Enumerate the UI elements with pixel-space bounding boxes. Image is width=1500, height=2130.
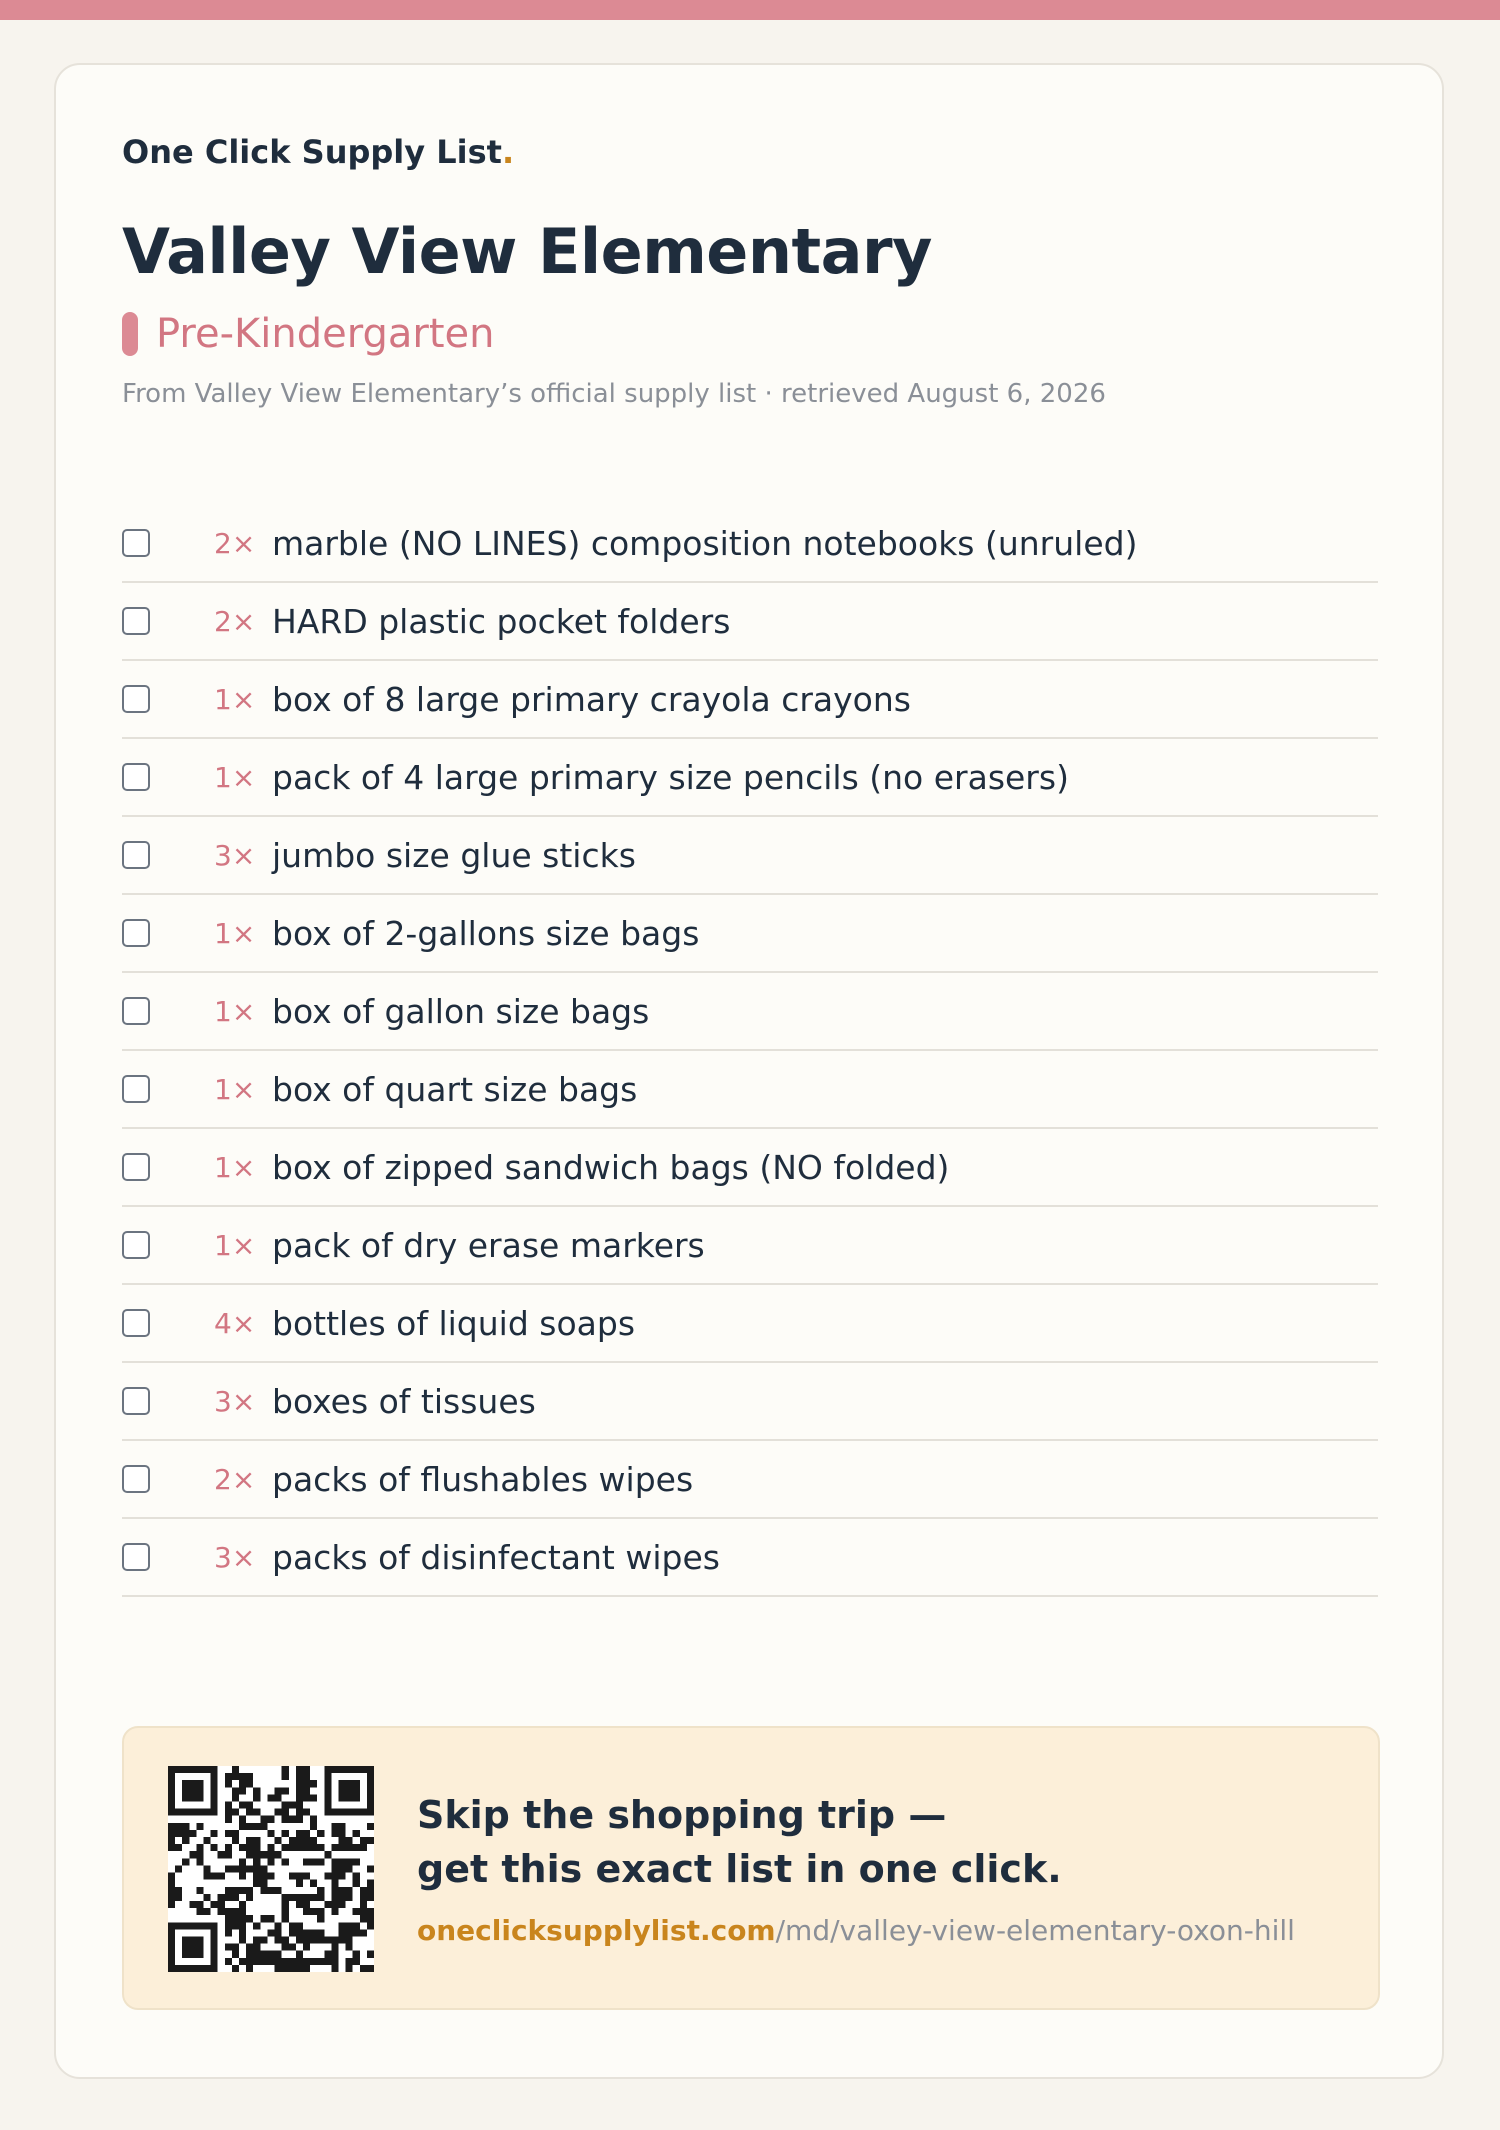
promo-box: [122, 1726, 1380, 2010]
item-quantity: 1×: [214, 1228, 256, 1262]
item-quantity: 1×: [214, 760, 256, 794]
supply-item: [122, 895, 1378, 973]
brand-dot: .: [501, 133, 515, 171]
grade-accent-bar: [122, 312, 138, 356]
item-quantity: 1×: [214, 916, 256, 950]
brand-name: One Click Supply List: [122, 133, 502, 171]
promo-link[interactable]: [417, 1914, 1357, 1947]
supply-item: [122, 1129, 1378, 1207]
brand-logo[interactable]: [122, 133, 514, 171]
item-quantity: 1×: [214, 1150, 256, 1184]
item-quantity: 3×: [214, 838, 256, 872]
item-checkbox[interactable]: [122, 1075, 150, 1103]
supply-item: [122, 1441, 1378, 1519]
item-label: bottles of liquid soaps: [272, 1303, 636, 1343]
item-checkbox[interactable]: [122, 1543, 150, 1571]
item-quantity: 1×: [214, 682, 256, 716]
item-checkbox[interactable]: [122, 1309, 150, 1337]
item-label: packs of flushables wipes: [272, 1459, 694, 1499]
supply-item: [122, 817, 1378, 895]
school-title: Valley View Elementary: [122, 215, 932, 288]
supply-item: [122, 739, 1378, 817]
supply-item: [122, 1519, 1378, 1597]
item-checkbox[interactable]: [122, 1387, 150, 1415]
item-label: box of zipped sandwich bags (NO folded): [272, 1147, 950, 1187]
item-label: box of 8 large primary crayola crayons: [272, 679, 911, 719]
item-checkbox[interactable]: [122, 763, 150, 791]
supply-item: [122, 583, 1378, 661]
source-note: From Valley View Elementary’s official supply list · retrieved August 6, 2026: [122, 379, 1106, 409]
item-quantity: 3×: [214, 1384, 256, 1418]
item-quantity: 2×: [214, 604, 256, 638]
supply-list-card: [54, 63, 1444, 2079]
item-checkbox[interactable]: [122, 997, 150, 1025]
grade-heading: [122, 311, 494, 357]
promo-link-domain[interactable]: oneclicksupplylist.com: [417, 1914, 776, 1947]
item-label: jumbo size glue sticks: [272, 835, 636, 875]
item-label: box of 2-gallons size bags: [272, 913, 700, 953]
promo-headline-line1: Skip the shopping trip —: [417, 1793, 947, 1837]
supply-item: [122, 505, 1378, 583]
supply-item: [122, 973, 1378, 1051]
item-label: packs of disinfectant wipes: [272, 1537, 720, 1577]
item-quantity: 1×: [214, 1072, 256, 1106]
item-checkbox[interactable]: [122, 1231, 150, 1259]
supply-list: [122, 505, 1378, 1597]
top-accent-bar: [0, 0, 1500, 20]
supply-item: [122, 1207, 1378, 1285]
item-checkbox[interactable]: [122, 529, 150, 557]
promo-link-path[interactable]: /md/valley-view-elementary-oxon-hill: [775, 1914, 1295, 1947]
supply-item: [122, 661, 1378, 739]
item-label: marble (NO LINES) composition notebooks (unruled): [272, 523, 1138, 563]
supply-item: [122, 1285, 1378, 1363]
item-checkbox[interactable]: [122, 1153, 150, 1181]
item-quantity: 2×: [214, 526, 256, 560]
item-checkbox[interactable]: [122, 685, 150, 713]
grade-label: Pre-Kindergarten: [156, 311, 495, 357]
item-label: box of gallon size bags: [272, 991, 650, 1031]
item-quantity: 1×: [214, 994, 256, 1028]
item-label: pack of 4 large primary size pencils (no erasers): [272, 757, 1069, 797]
promo-text: [417, 1788, 1357, 1947]
supply-item: [122, 1363, 1378, 1441]
item-quantity: 2×: [214, 1462, 256, 1496]
item-quantity: 3×: [214, 1540, 256, 1574]
item-label: boxes of tissues: [272, 1381, 536, 1421]
item-checkbox[interactable]: [122, 607, 150, 635]
item-checkbox[interactable]: [122, 919, 150, 947]
item-checkbox[interactable]: [122, 1465, 150, 1493]
item-quantity: 4×: [214, 1306, 256, 1340]
item-label: HARD plastic pocket folders: [272, 601, 731, 641]
qr-code-icon[interactable]: [168, 1766, 374, 1972]
item-checkbox[interactable]: [122, 841, 150, 869]
supply-item: [122, 1051, 1378, 1129]
item-label: pack of dry erase markers: [272, 1225, 705, 1265]
item-label: box of quart size bags: [272, 1069, 638, 1109]
promo-headline: [417, 1788, 1357, 1896]
promo-headline-line2: get this exact list in one click.: [417, 1847, 1062, 1891]
